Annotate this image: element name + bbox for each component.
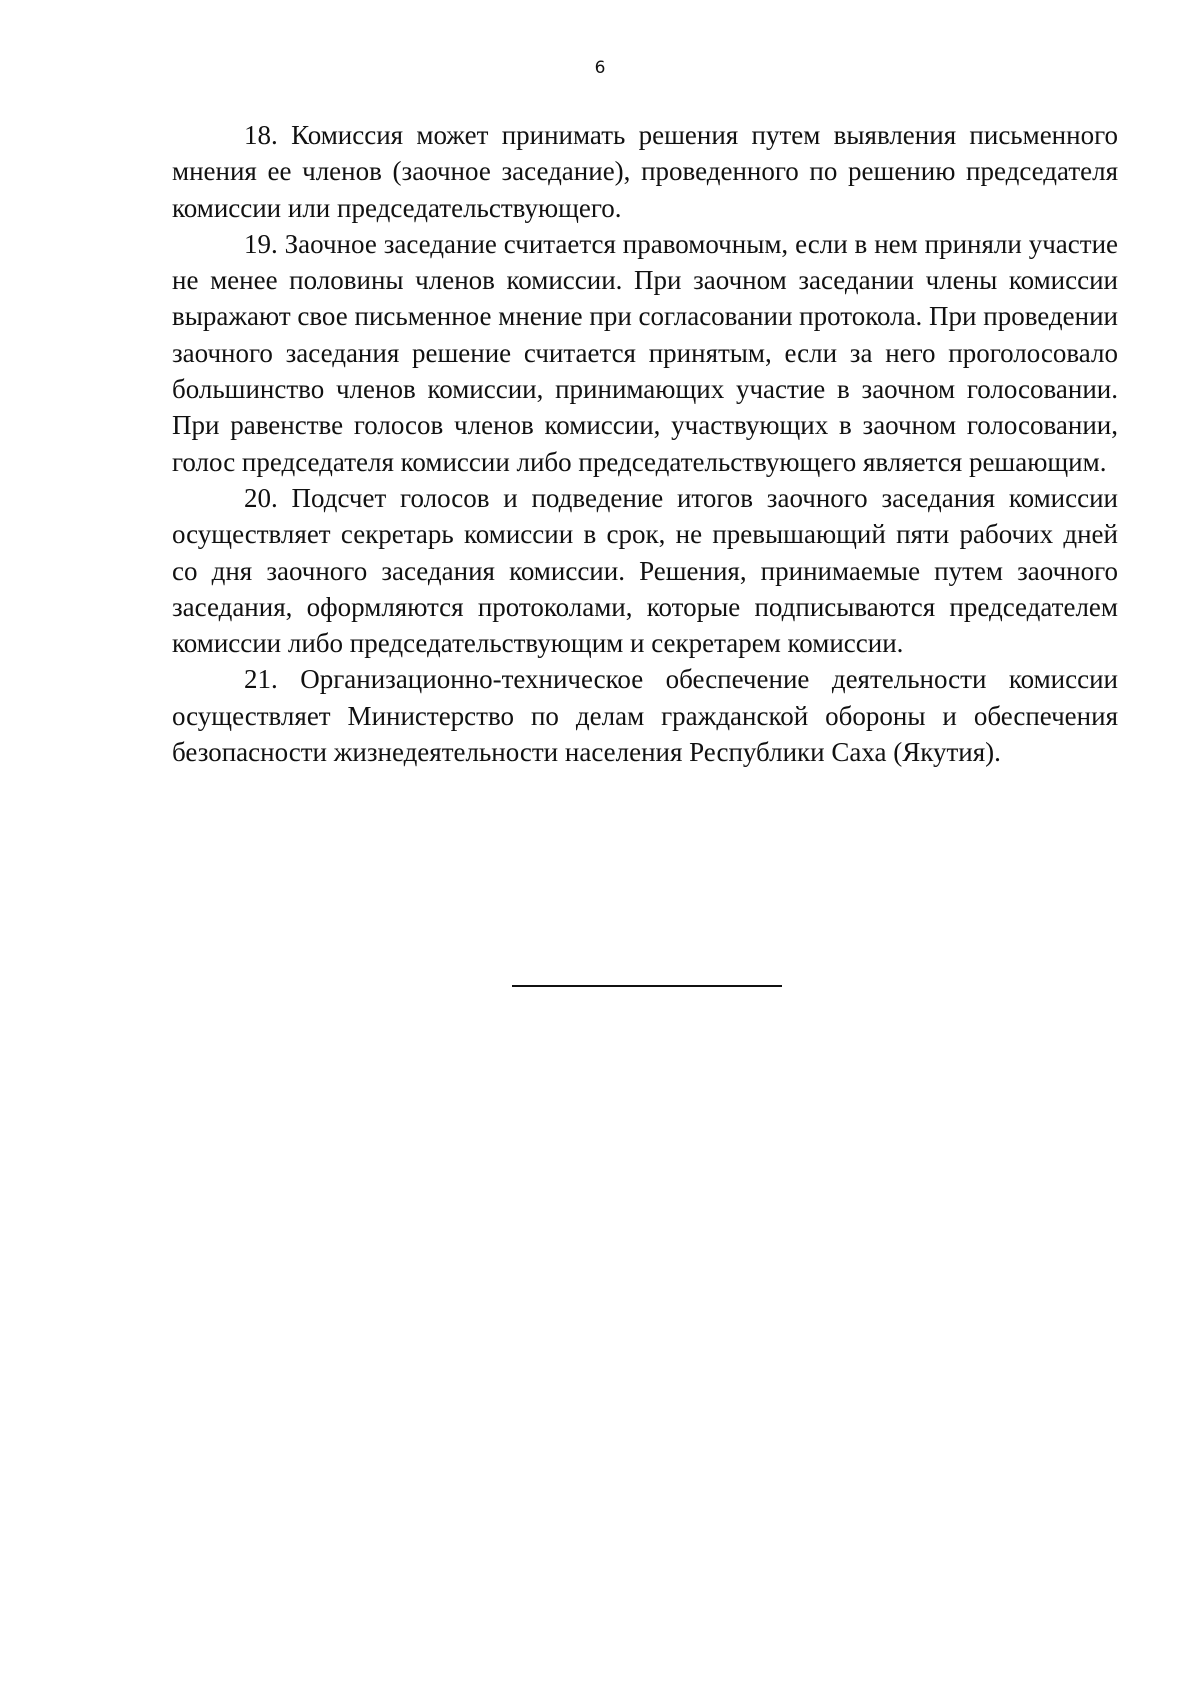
- end-separator-line: [512, 985, 782, 987]
- paragraph-21: 21. Организационно-техническое обеспечение деятельности комиссии осуществляет Министерство по делам гражданской обороны и обеспечения безопасности жизнедеятельности населения Республики Саха (Якутия).: [172, 664, 1118, 768]
- paragraph-20: 20. Подсчет голосов и подведение итогов заочного заседания комиссии осуществляет секретарь комиссии в срок, не превышающий пяти рабочих дней со дня заочного заседания комиссии. Решения, принимаемые путем заочного заседания, оформляются протоколами, которые подписываются председателем комиссии либо председательствующим и секретарем комиссии.: [172, 482, 1118, 659]
- document-body: [172, 117, 1118, 770]
- paragraph-19: 19. Заочное заседание считается правомочным, если в нем приняли участие не менее половины членов комиссии. При заочном заседании члены комиссии выражают свое письменное мнение при согласовании протокола. При проведении заочного заседания решение считается принятым, если за него проголосовало большинство членов комиссии, принимающих участие в заочном голосовании. При равенстве голосов членов комиссии, участвующих в заочном голосовании, голос председателя комиссии либо председательствующего является решающим.: [172, 228, 1118, 477]
- paragraph-18: 18. Комиссия может принимать решения путем выявления письменного мнения ее членов (заочное заседание), проведенного по решению председателя комиссии или председательствующего.: [172, 120, 1118, 223]
- page-number: 6: [594, 58, 606, 78]
